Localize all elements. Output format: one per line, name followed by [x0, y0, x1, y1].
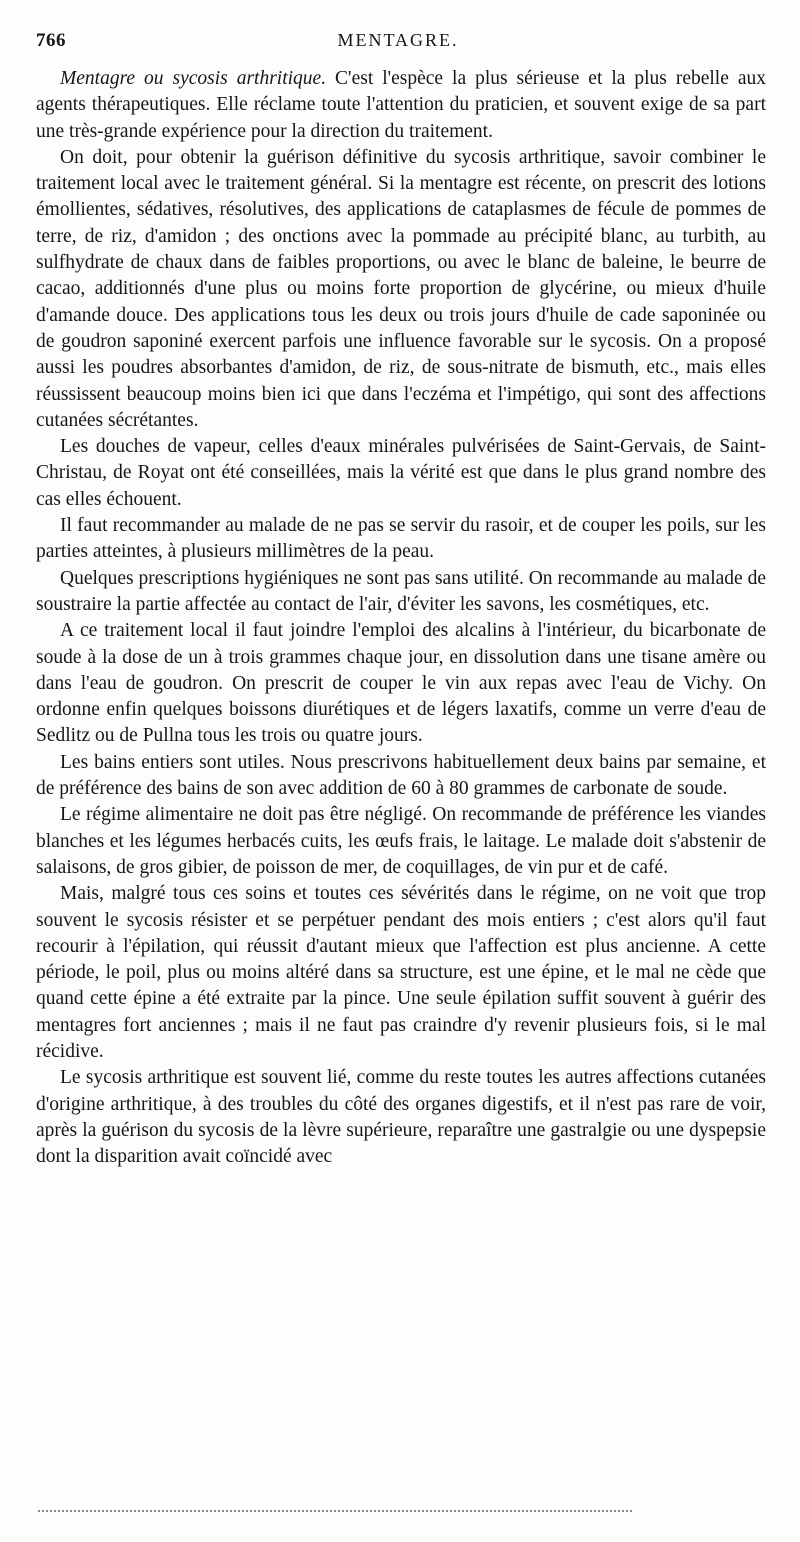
paragraph: Quelques prescriptions hygiéniques ne sont pas sans utilité. On recommande au malade de soustraire la partie affectée au contact de l'air, d'éviter les savons, les cosmétiques, etc.: [36, 567, 766, 615]
paragraph-text: C'est l'espèce la plus sérieuse et la plus rebelle aux agents thérapeutiques. Elle réclame toute l'attention du praticien, et souvent exige de sa part une très-grande expérience pour la direction du traitement.: [36, 68, 766, 142]
paragraph: Il faut recommander au malade de ne pas se servir du rasoir, et de couper les poils, sur les parties atteintes, à plusieurs millimètres de la peau.: [36, 515, 766, 563]
paragraph: Mais, malgré tous ces soins et toutes ces sévérités dans le régime, on ne voit que trop souvent le sycosis résister et se perpétuer pendant des mois entiers ; c'est alors qu'il faut recourir à l'épilation, qui réussit d'autant mieux que l'affection est plus ancienne. A cette période, le poil, plus ou moins altéré dans sa structure, est une épine, et le mal ne cède que quand cette épine a été extraite par la pince. Une seule épilation suffit souvent à guérir des mentagres fort anciennes ; mais il ne faut pas craindre d'y revenir plusieurs fois, si le mal récidive.: [36, 883, 766, 1062]
paragraph: Les douches de vapeur, celles d'eaux minérales pulvérisées de Saint-Gervais, de Saint-Christau, de Royat ont été conseillées, mais la vérité est que dans le plus grand nombre des cas elles échouent.: [36, 436, 766, 510]
body-text: [36, 66, 766, 1170]
page-header: [36, 30, 760, 58]
paragraph: Le régime alimentaire ne doit pas être négligé. On recommande de préférence les viandes blanches et les légumes herbacés cuits, les œufs frais, le laitage. Le malade doit s'abstenir de salaisons, de gros gibier, de poisson de mer, de coquillages, de vin pur et de café.: [36, 804, 766, 878]
page-number: 766: [36, 30, 66, 51]
paragraph: A ce traitement local il faut joindre l'emploi des alcalins à l'intérieur, du bicarbonate de soude à la dose de un à trois grammes chaque jour, en dissolution dans une tisane amère ou dans l'eau de goudron. On prescrit de couper le vin aux repas avec l'eau de Vichy. On ordonne enfin quelques boissons diurétiques et de légers laxatifs, comme un verre d'eau de Sedlitz ou de Pullna tous les trois ou quatre jours.: [36, 620, 766, 747]
paragraph: On doit, pour obtenir la guérison définitive du sycosis arthritique, savoir combiner le traitement local avec le traitement général. Si la mentagre est récente, on prescrit des lotions émollientes, sédatives, résolutives, des applications de cataplasmes de fécule de pommes de terre, de riz, d'amidon ; des onctions avec la pommade au précipité blanc, au turbith, au sulfhydrate de chaux dans de faibles proportions, ou avec le blanc de baleine, le beurre de cacao, additionnés d'une plus ou moins forte proportion de glycérine, ou mieux d'huile d'amande douce. Des applications tous les deux ou trois jours d'huile de cade saponinée ou de goudron saponiné exercent parfois une influence favorable sur le sycosis. On a proposé aussi les poudres absorbantes d'amidon, de riz, de sous-nitrate de bismuth, etc., mais elles réussissent beaucoup moins bien ici que dans l'eczéma et l'impétigo, qui sont des affections cutanées sécrétantes.: [36, 146, 766, 431]
paragraph: Le sycosis arthritique est souvent lié, comme du reste toutes les autres affections cutanées d'origine arthritique, à des troubles du côté des organes digestifs, et il n'est pas rare de voir, après la guérison du sycosis de la lèvre supérieure, reparaître une gastralgie ou une dyspepsie dont la disparition avait coïncidé avec: [36, 1067, 766, 1168]
running-title: MENTAGRE.: [337, 30, 459, 50]
footer-dotted-rule: [38, 1510, 632, 1512]
paragraph: [36, 66, 766, 145]
section-heading: Mentagre ou sycosis arthritique.: [60, 68, 327, 89]
paragraph: Les bains entiers sont utiles. Nous prescrivons habituellement deux bains par semaine, et de préférence des bains de son avec addition de 60 à 80 grammes de carbonate de soude.: [36, 751, 766, 800]
